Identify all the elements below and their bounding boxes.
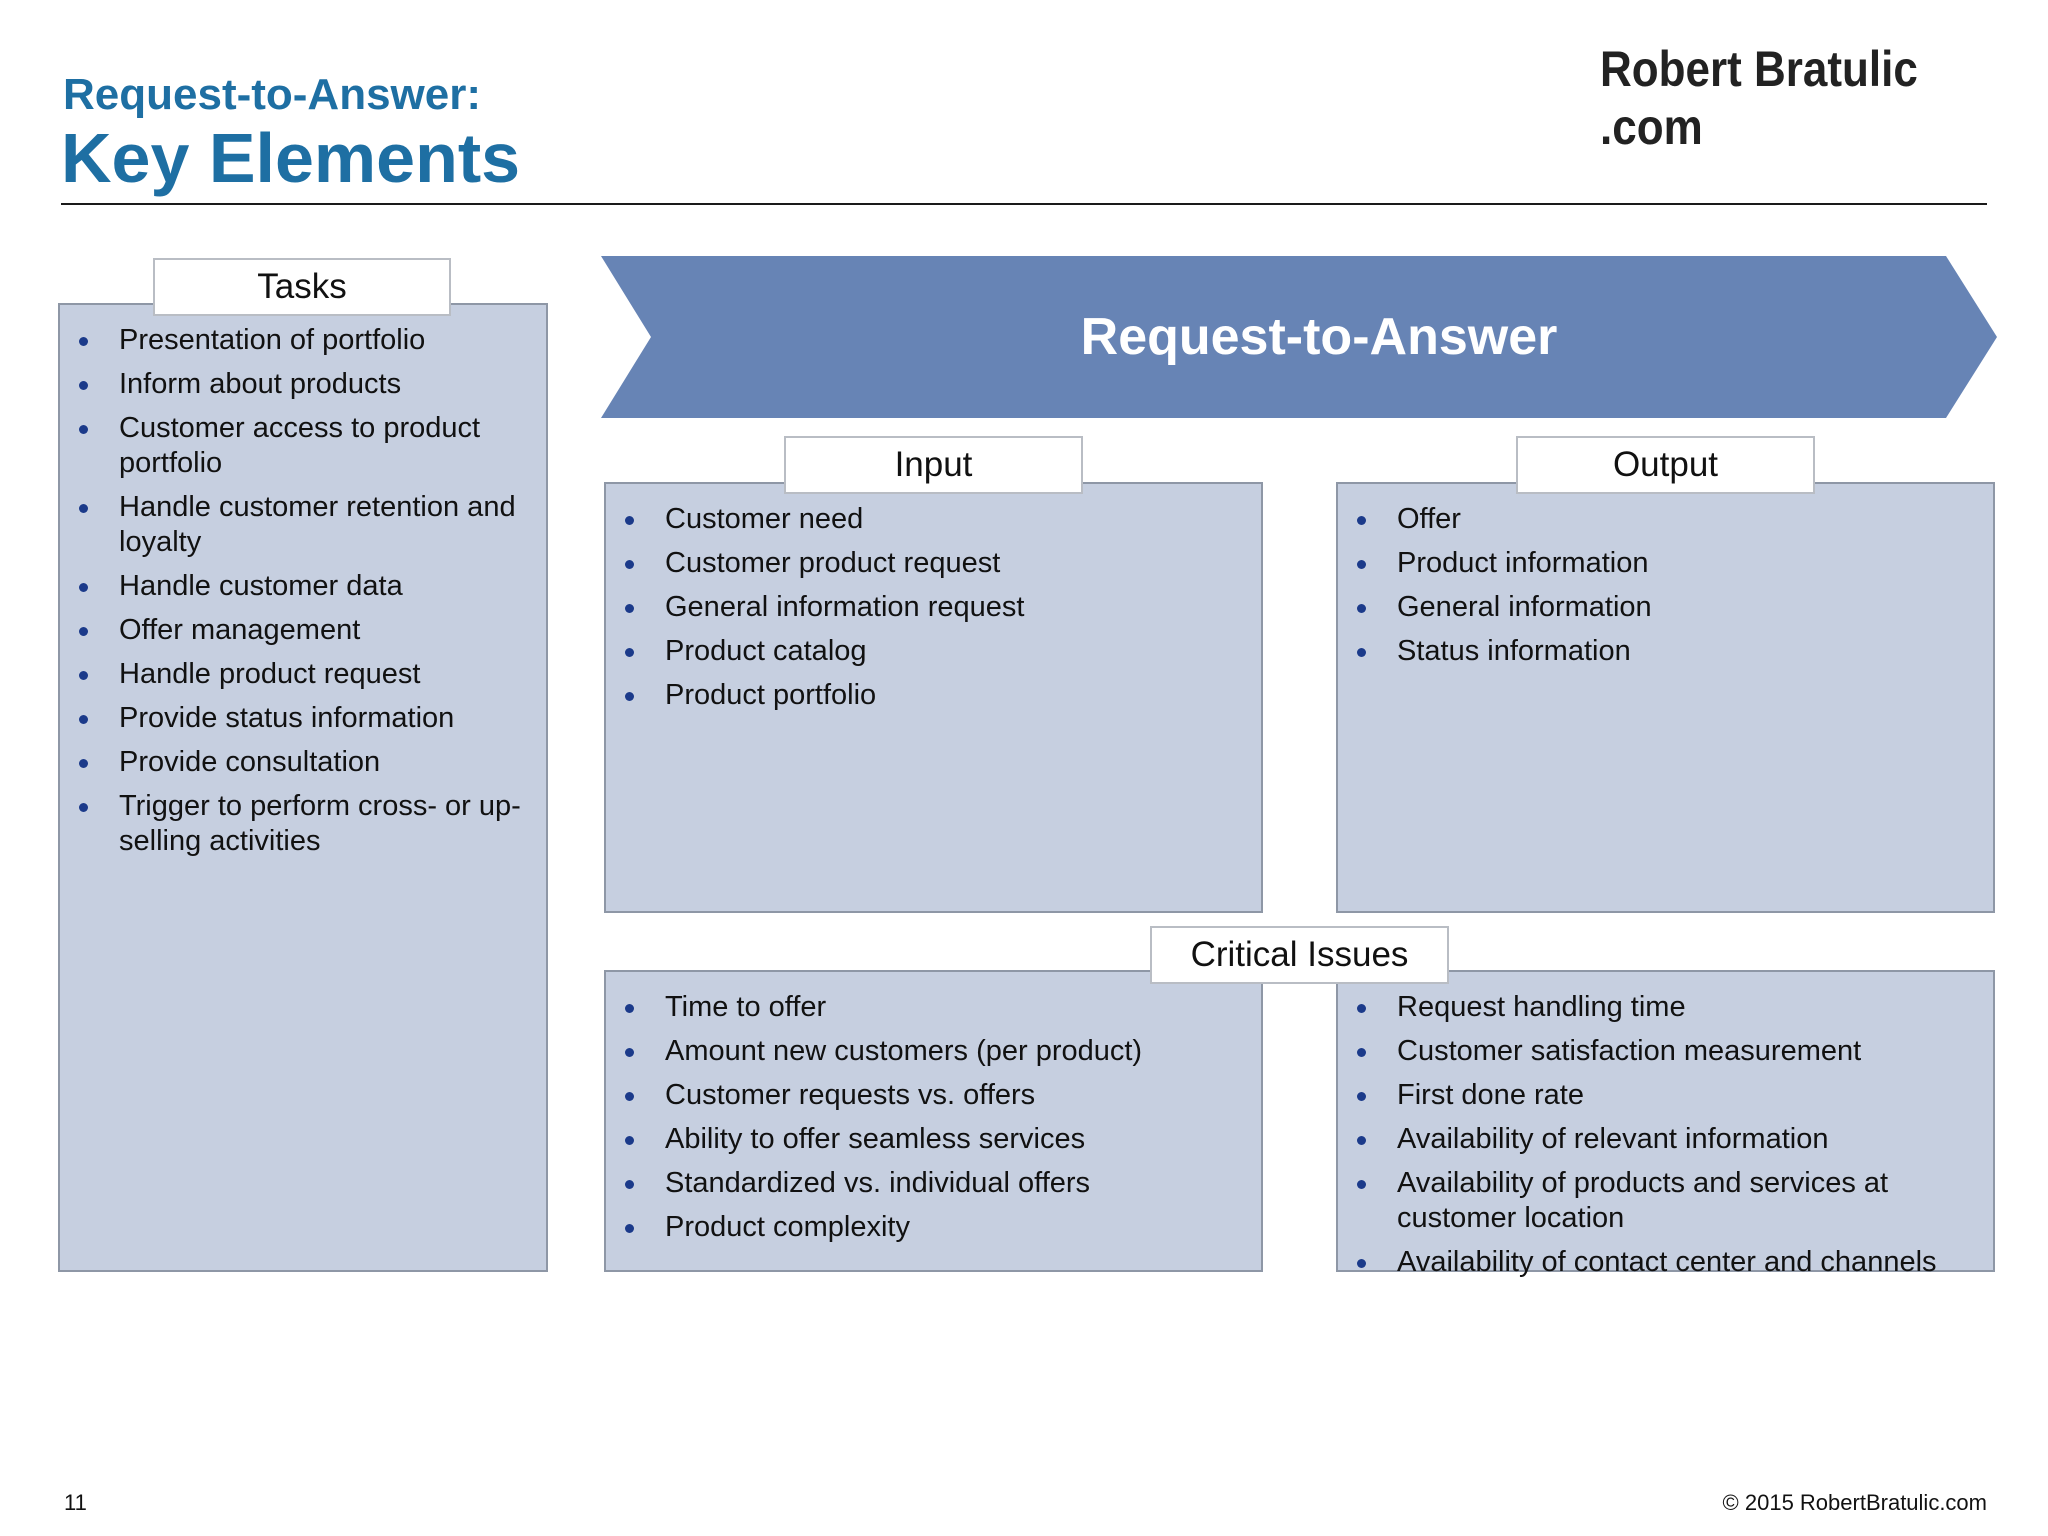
list-item: Customer requests vs. offers [665, 1078, 1245, 1113]
title-divider [61, 203, 1987, 205]
output-tab-label: Output [1612, 445, 1719, 484]
list-item: Ability to offer seamless services [665, 1122, 1245, 1157]
output-tab [1516, 436, 1815, 494]
list-item: Presentation of portfolio [119, 323, 539, 358]
list-item: Customer need [665, 502, 1245, 537]
list-item: Product catalog [665, 634, 1245, 669]
list-item: Availability of products and services at customer location [1397, 1166, 1977, 1236]
list-item: Customer satisfaction measurement [1397, 1034, 1977, 1069]
list-item: Product complexity [665, 1210, 1245, 1245]
input-tab-label: Input [894, 445, 973, 484]
list-item: Status information [1397, 634, 1977, 669]
list-item: Handle customer data [119, 569, 539, 604]
input-list [665, 502, 1245, 722]
list-item: Request handling time [1397, 990, 1977, 1025]
page-number: 11 [64, 1490, 87, 1515]
list-item: Provide status information [119, 701, 539, 736]
list-item: Availability of contact center and channels [1397, 1245, 1977, 1280]
list-item: Inform about products [119, 367, 539, 402]
input-tab [784, 436, 1083, 494]
list-item: Handle product request [119, 657, 539, 692]
slide-subtitle: Request-to-Answer: [63, 70, 482, 119]
copyright-text: © 2015 RobertBratulic.com [1722, 1490, 1987, 1515]
list-item: Product portfolio [665, 678, 1245, 713]
list-item: Handle customer retention and loyalty [119, 490, 539, 560]
output-list [1397, 502, 1977, 678]
list-item: General information [1397, 590, 1977, 625]
list-item: Trigger to perform cross- or up-selling activities [119, 789, 539, 859]
list-item: Standardized vs. individual offers [665, 1166, 1245, 1201]
list-item: General information request [665, 590, 1245, 625]
list-item: Provide consultation [119, 745, 539, 780]
list-item: Availability of relevant information [1397, 1122, 1977, 1157]
tasks-tab [153, 258, 451, 316]
tasks-list [119, 323, 539, 868]
list-item: First done rate [1397, 1078, 1977, 1113]
list-item: Customer access to product portfolio [119, 411, 539, 481]
slide-title: Key Elements [61, 119, 521, 197]
list-item: Time to offer [665, 990, 1245, 1025]
list-item: Amount new customers (per product) [665, 1034, 1245, 1069]
critical-issues-right-list [1397, 990, 1977, 1289]
list-item: Offer [1397, 502, 1977, 537]
critical-issues-tab [1150, 926, 1449, 984]
list-item: Product information [1397, 546, 1977, 581]
critical-issues-left-list [665, 990, 1245, 1254]
process-arrow-label: Request-to-Answer [1080, 308, 1558, 366]
list-item: Offer management [119, 613, 539, 648]
critical-issues-tab-label: Critical Issues [1190, 935, 1409, 974]
list-item: Customer product request [665, 546, 1245, 581]
brand-logo-text: Robert Bratulic .com [1600, 41, 1918, 155]
tasks-tab-label: Tasks [257, 267, 347, 306]
